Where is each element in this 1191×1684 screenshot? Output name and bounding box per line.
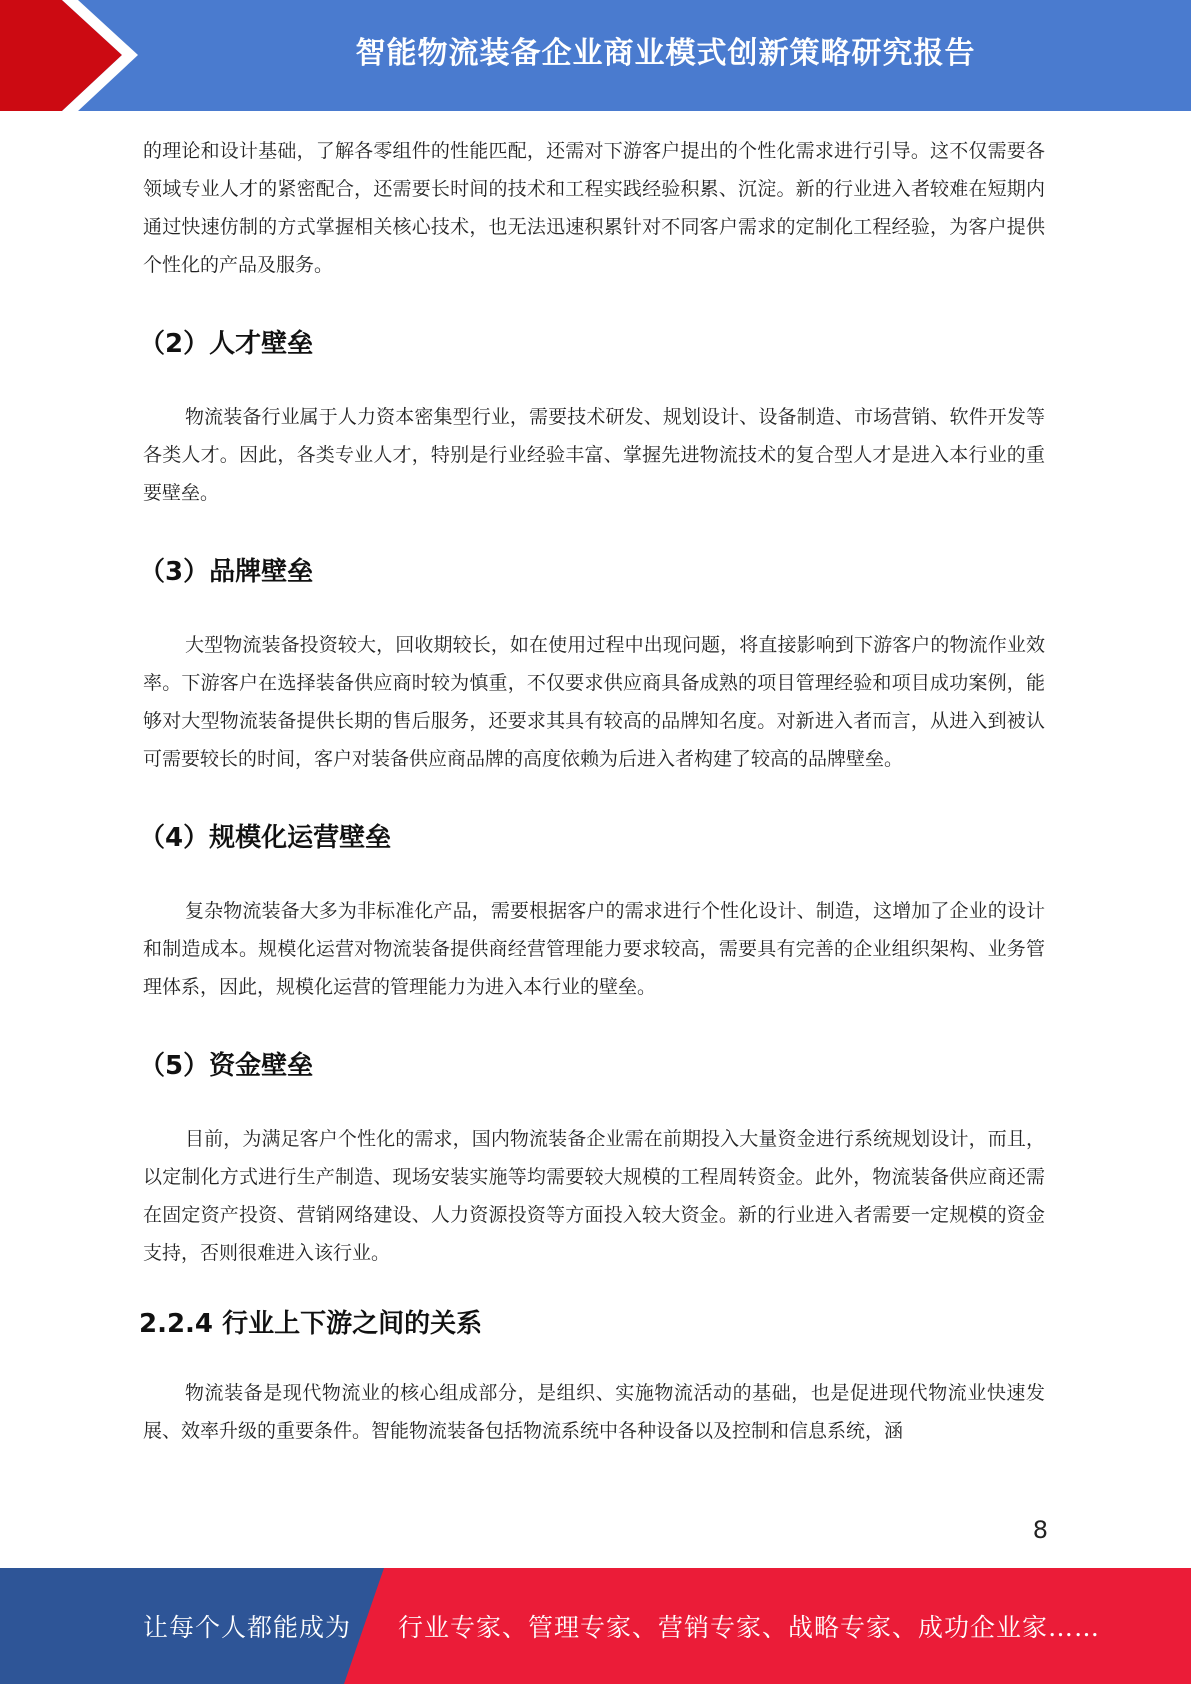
heading-capital-barrier: （5）资金壁垒 [139, 1051, 314, 1081]
paragraph-talent-barrier: 物流装备行业属于人力资本密集型行业，需要技术研发、规划设计、设备制造、市场营销、软件开发等各类人才。因此，各类专业人才，特别是行业经验丰富、掌握先进物流技术的复合型人才是进入本行业的重要壁垒。 [143, 406, 1045, 504]
page-header [0, 0, 1191, 111]
page-content [139, 132, 1045, 1450]
paragraph-capital-barrier: 目前，为满足客户个性化的需求，国内物流装备企业需在前期投入大量资金进行系统规划设计，而且，以定制化方式进行生产制造、现场安装实施等均需要较大规模的工程周转资金。此外，物流装备供应商还需在固定资产投资、营销网络建设、人力资源投资等方面投入较大资金。新的行业进入者需要一定规模的资金支持，否则很难进入该行业。 [143, 1128, 1045, 1264]
footer-slogan-right: 行业专家、管理专家、营销专家、战略专家、成功企业家…… [398, 1613, 1101, 1642]
heading-brand-barrier: （3）品牌壁垒 [139, 557, 314, 587]
paragraph-intro: 的理论和设计基础，了解各零组件的性能匹配，还需对下游客户提出的个性化需求进行引导。这不仅需要各领域专业人才的紧密配合，还需要长时间的技术和工程实践经验积累、沉淀。新的行业进入者较难在短期内通过快速仿制的方式掌握相关核心技术，也无法迅速积累针对不同客户需求的定制化工程经验，为客户提供个性化的产品及服务。 [143, 140, 1045, 276]
heading-scale-barrier: （4）规模化运营壁垒 [139, 823, 392, 853]
footer-slogan-left: 让每个人都能成为 [143, 1613, 352, 1642]
paragraph-scale-barrier: 复杂物流装备大多为非标准化产品，需要根据客户的需求进行个性化设计、制造，这增加了企业的设计和制造成本。规模化运营对物流装备提供商经营管理能力要求较高，需要具有完善的企业组织架构、业务管理体系，因此，规模化运营的管理能力为进入本行业的壁垒。 [143, 900, 1045, 998]
header-chevron-decoration [0, 0, 160, 111]
report-title: 智能物流装备企业商业模式创新策略研究报告 [355, 36, 976, 71]
heading-talent-barrier: （2）人才壁垒 [139, 329, 314, 359]
page-number: 8 [1032, 1516, 1048, 1544]
paragraph-brand-barrier: 大型物流装备投资较大，回收期较长，如在使用过程中出现问题，将直接影响到下游客户的物流作业效率。下游客户在选择装备供应商时较为慎重，不仅要求供应商具备成熟的项目管理经验和项目成功案例，能够对大型物流装备提供长期的售后服务，还要求其具有较高的品牌知名度。对新进入者而言，从进入到被认可需要较长的时间，客户对装备供应商品牌的高度依赖为后进入者构建了较高的品牌壁垒。 [143, 634, 1045, 770]
heading-section-2-2-4: 2.2.4 行业上下游之间的关系 [139, 1309, 483, 1339]
paragraph-upstream-downstream: 物流装备是现代物流业的核心组成部分，是组织、实施物流活动的基础，也是促进现代物流业快速发展、效率升级的重要条件。智能物流装备包括物流系统中各种设备以及控制和信息系统，涵 [143, 1382, 1045, 1442]
page-footer [0, 1568, 1191, 1684]
